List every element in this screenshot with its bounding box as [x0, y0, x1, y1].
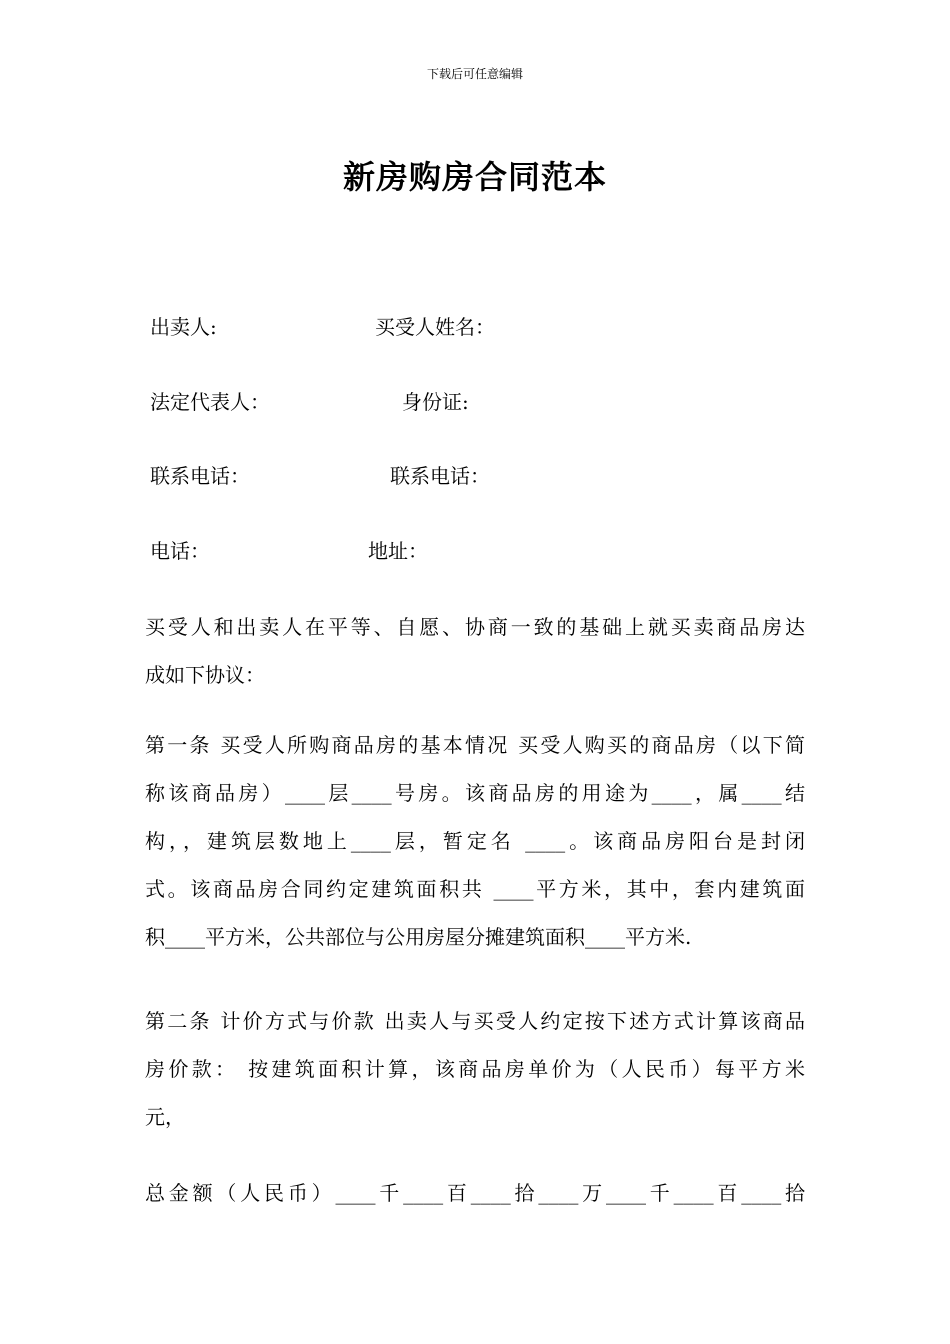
- field-label-buyer-contact-phone: 联系电话：: [390, 464, 490, 488]
- total-amount-paragraph: [145, 1169, 805, 1217]
- article-2-line-3: 元，: [145, 1105, 185, 1129]
- article-1-line-5: 积____平方米，公共部位与公用房屋分摊建筑面积____平方米.: [145, 925, 692, 949]
- document-title: 新房购房合同范本: [342, 158, 607, 196]
- article-2-paragraph: [145, 997, 805, 1141]
- field-label-seller: 出卖人:: [150, 315, 217, 339]
- header-note: 下载后可任意编辑: [426, 67, 523, 81]
- article-1-line-2: 称该商品房）____层____号房。该商品房的用途为____，属____结: [145, 781, 805, 805]
- field-label-buyer-name: 买受人姓名：: [375, 315, 495, 339]
- article-1-line-4: 式。该商品房合同约定建筑面积共 ____平方米，其中，套内建筑面: [145, 877, 805, 901]
- field-label-legal-representative: 法定代表人：: [150, 390, 270, 414]
- field-label-id-card: 身份证:: [402, 390, 469, 414]
- field-label-seller-contact-phone: 联系电话：: [150, 464, 250, 488]
- article-2-line-2: 房价款： 按建筑面积计算，该商品房单价为（人民币）每平方米: [145, 1057, 805, 1081]
- intro-line-1: 买受人和出卖人在平等、自愿、协商一致的基础上就买卖商品房达: [145, 615, 805, 639]
- intro-paragraph: [145, 603, 805, 699]
- article-1-line-3: 构，，建筑层数地上____层，暂定名 ____。该商品房阳台是封闭: [145, 829, 805, 853]
- article-1-paragraph: [145, 721, 805, 961]
- field-label-address: 地址：: [368, 539, 428, 563]
- article-2-line-1: 第二条 计价方式与价款 出卖人与买受人约定按下述方式计算该商品: [145, 1009, 805, 1033]
- intro-line-2: 成如下协议：: [145, 663, 265, 687]
- field-label-phone: 电话：: [150, 539, 210, 563]
- article-1-line-1: 第一条 买受人所购商品房的基本情况 买受人购买的商品房（以下简: [145, 733, 805, 757]
- total-amount-line-1: 总金额（人民币）____千____百____拾____万____千____百____拾: [145, 1181, 805, 1205]
